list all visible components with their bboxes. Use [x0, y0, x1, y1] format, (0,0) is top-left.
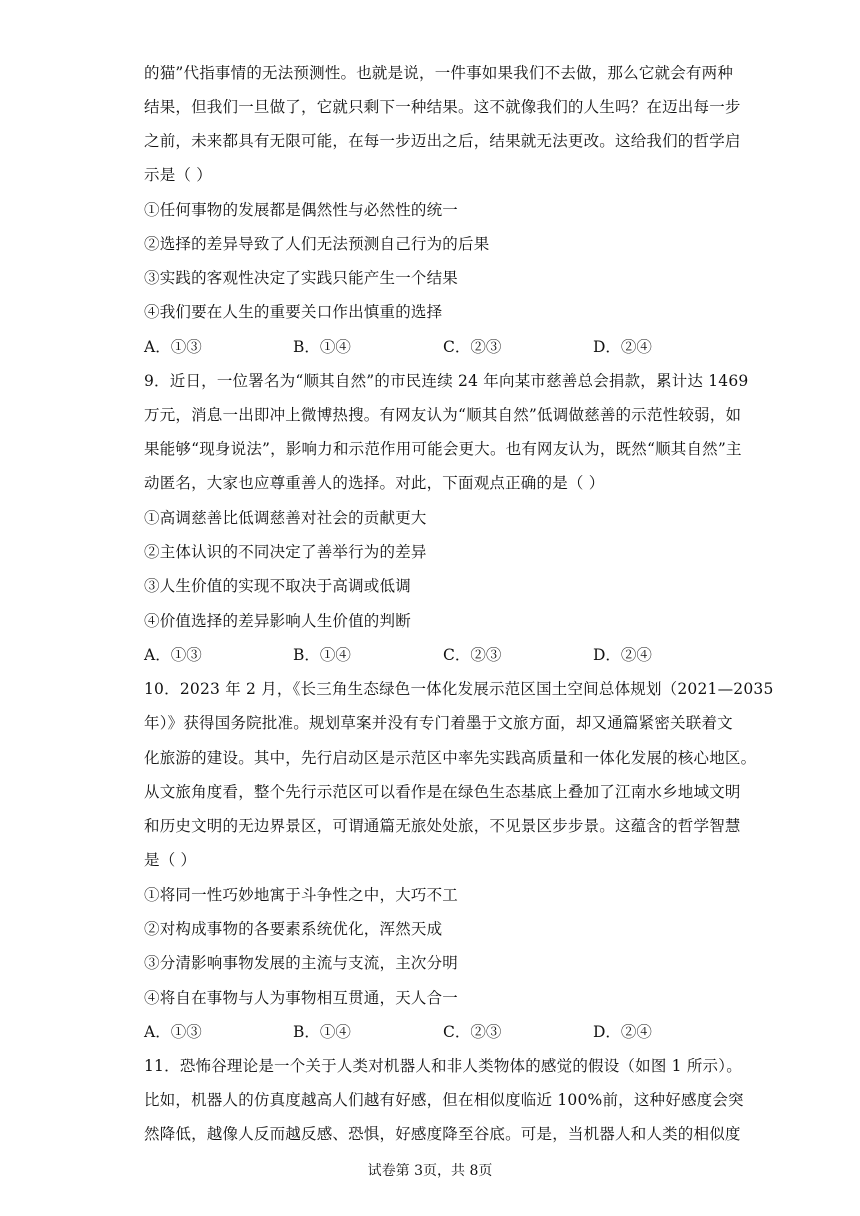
question-text-line: 比如，机器人的仿真度越高人们越有好感，但在相似度临近 100%前，这种好感度会突: [144, 1091, 744, 1109]
statement-item: ③分清影响事物发展的主流与支流，主次分明: [144, 954, 459, 972]
question-text-line: 11．恐怖谷理论是一个关于人类对机器人和非人类物体的感觉的假设（如图 1 所示）。: [144, 1057, 742, 1075]
answer-option-b: B．①④: [293, 338, 351, 356]
answer-option-c: C．②③: [443, 338, 502, 356]
statement-item: ③实践的客观性决定了实践只能产生一个结果: [144, 269, 459, 287]
question-text-line: 结果，但我们一旦做了，它就只剩下一种结果。这不就像我们的人生吗？在迈出每一步: [144, 98, 741, 116]
statement-item: ①高调慈善比低调慈善对社会的贡献更大: [144, 509, 427, 527]
question-text-line: 9．近日，一位署名为“顺其自然”的市民连续 24 年向某市慈善总会捐款，累计达 1469: [144, 372, 749, 390]
question-text-line: 果能够“现身说法”，影响力和示范作用可能会更大。也有网友认为，既然“顺其自然”主: [144, 440, 742, 458]
statement-item: ①将同一性巧妙地寓于斗争性之中，大巧不工: [144, 886, 459, 904]
question-text-line: 是（ ）: [144, 851, 197, 869]
statement-item: ①任何事物的发展都是偶然性与必然性的统一: [144, 201, 459, 219]
answer-option-b: B．①④: [293, 1023, 351, 1041]
statement-item: ③人生价值的实现不取决于高调或低调: [144, 577, 411, 595]
question-text-line: 然降低，越像人反而越反感、恐惧，好感度降至谷底。可是，当机器人和人类的相似度: [144, 1125, 741, 1143]
statement-item: ④我们要在人生的重要关口作出慎重的选择: [144, 303, 443, 321]
question-text-line: 之前，未来都具有无限可能，在每一步迈出之后，结果就无法更改。这给我们的哲学启: [144, 132, 741, 150]
question-text-line: 10．2023 年 2 月，《长三角生态绿色一体化发展示范区国土空间总体规划（2021—2035: [144, 680, 774, 698]
page-footer: 试卷第 3页，共 8页: [367, 1163, 493, 1179]
question-text-line: 的猫”代指事情的无法预测性。也就是说，一件事如果我们不去做，那么它就会有两种: [144, 64, 734, 82]
question-text-line: 年）》获得国务院批准。规划草案并没有专门着墨于文旅方面，却又通篇紧密关联着文: [144, 714, 733, 732]
answer-option-d: D．②④: [593, 1023, 652, 1041]
statement-item: ②对构成事物的各要素系统优化，浑然天成: [144, 920, 443, 938]
statement-item: ④将自在事物与人为事物相互贯通，天人合一: [144, 989, 459, 1007]
answer-option-c: C．②③: [443, 1023, 502, 1041]
answer-option-a: A．①③: [144, 1023, 202, 1041]
question-text-line: 示是（ ）: [144, 166, 212, 184]
answer-option-a: A．①③: [144, 338, 202, 356]
statement-item: ②选择的差异导致了人们无法预测自己行为的后果: [144, 235, 490, 253]
question-text-line: 从文旅角度看，整个先行示范区可以看作是在绿色生态基底上叠加了江南水乡地域文明: [144, 783, 741, 801]
answer-option-c: C．②③: [443, 646, 502, 664]
answer-option-d: D．②④: [593, 646, 652, 664]
answer-option-a: A．①③: [144, 646, 202, 664]
statement-item: ②主体认识的不同决定了善举行为的差异: [144, 543, 427, 561]
answer-option-b: B．①④: [293, 646, 351, 664]
answer-option-d: D．②④: [593, 338, 652, 356]
question-text-line: 动匿名，大家也应尊重善人的选择。对此，下面观点正确的是（ ）: [144, 474, 605, 492]
question-text-line: 化旅游的建设。其中，先行启动区是示范区中率先实践高质量和一体化发展的核心地区。: [144, 749, 757, 767]
statement-item: ④价值选择的差异影响人生价值的判断: [144, 612, 411, 630]
question-text-line: 万元，消息一出即冲上微博热搜。有网友认为“顺其自然”低调做慈善的示范性较弱，如: [144, 406, 742, 424]
question-text-line: 和历史文明的无边界景区，可谓通篇无旅处处旅，不见景区步步景。这蕴含的哲学智慧: [144, 817, 741, 835]
